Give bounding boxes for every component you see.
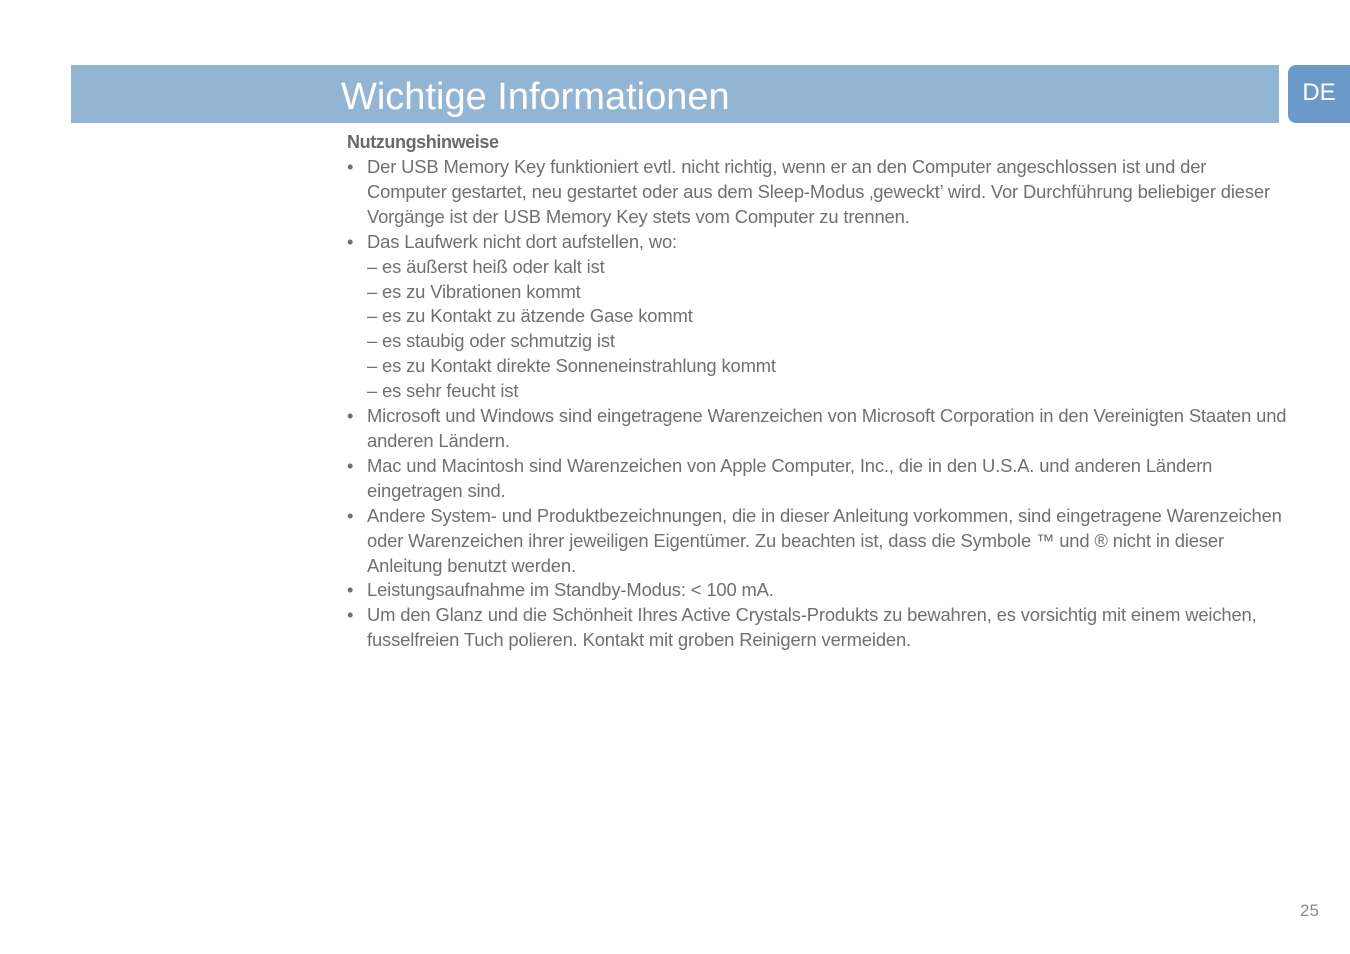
- bullet-icon: •: [347, 579, 354, 601]
- bullet-icon: •: [347, 454, 354, 476]
- sub-list-item: – es zu Kontakt zu ätzende Gase kommt: [367, 305, 693, 327]
- sub-list: [367, 255, 1287, 404]
- bullet-icon: •: [347, 604, 354, 626]
- list-item: [347, 603, 1287, 653]
- list-item-text: Der USB Memory Key funktioniert evtl. nicht richtig, wenn er an den Computer angeschlossen ist und der Computer gestartet, neu gestartet oder aus dem Sleep-Modus ‚geweckt’ wird. Vor Durchführung beliebiger dieser Vorgänge ist der USB Memory Key stets vom Computer zu trennen.: [367, 156, 1270, 227]
- content-area: [347, 130, 1287, 653]
- list-item: [347, 578, 1287, 603]
- page-number: 25: [1300, 901, 1319, 920]
- header-bar: [71, 65, 1279, 123]
- bullet-icon: •: [347, 504, 354, 526]
- bullet-icon: •: [347, 156, 354, 177]
- list-item: [347, 504, 1287, 579]
- bullet-icon: •: [347, 405, 354, 427]
- bullet-icon: •: [347, 230, 354, 252]
- list-item: [347, 404, 1287, 454]
- list-item-text: Um den Glanz und die Schönheit Ihres Active Crystals-Produkts zu bewahren, es vorsichtig mit einem weichen, fusselfreien Tuch polieren. Kontakt mit groben Reinigern vermeiden.: [367, 604, 1257, 651]
- list-item-text: Andere System- und Produktbezeichnungen, die in dieser Anleitung vorkommen, sind eingetragene Warenzeichen oder Warenzeichen ihrer jeweiligen Eigentümer. Zu beachten ist, dass die Symbole ™ und ® nicht in dieser Anleitung benutzt werden.: [367, 504, 1282, 576]
- language-tab[interactable]: DE: [1288, 65, 1350, 123]
- sub-list-item: – es zu Kontakt direkte Sonneneinstrahlung kommt: [367, 355, 776, 377]
- list-item: [347, 155, 1287, 230]
- list-item-text: Mac und Macintosh sind Warenzeichen von Apple Computer, Inc., die in den U.S.A. und anderen Ländern eingetragen sind.: [367, 454, 1213, 501]
- list-item-text: Leistungsaufnahme im Standby-Modus: < 100 mA.: [367, 579, 774, 601]
- section-heading: Nutzungshinweise: [347, 132, 499, 152]
- list-item-text: Das Laufwerk nicht dort aufstellen, wo:: [367, 230, 678, 252]
- bullet-list: [347, 155, 1287, 653]
- sub-list-item: – es sehr feucht ist: [367, 380, 519, 402]
- list-item-text: Microsoft und Windows sind eingetragene Warenzeichen von Microsoft Corporation in den Vereinigten Staaten und anderen Ländern.: [367, 405, 1287, 451]
- sub-list-item: – es zu Vibrationen kommt: [367, 280, 581, 302]
- page-title: Wichtige Informationen: [341, 76, 730, 118]
- sub-list-item: – es staubig oder schmutzig ist: [367, 330, 615, 352]
- sub-list-item: – es äußerst heiß oder kalt ist: [367, 255, 605, 277]
- list-item: [347, 454, 1287, 504]
- list-item: [347, 230, 1287, 404]
